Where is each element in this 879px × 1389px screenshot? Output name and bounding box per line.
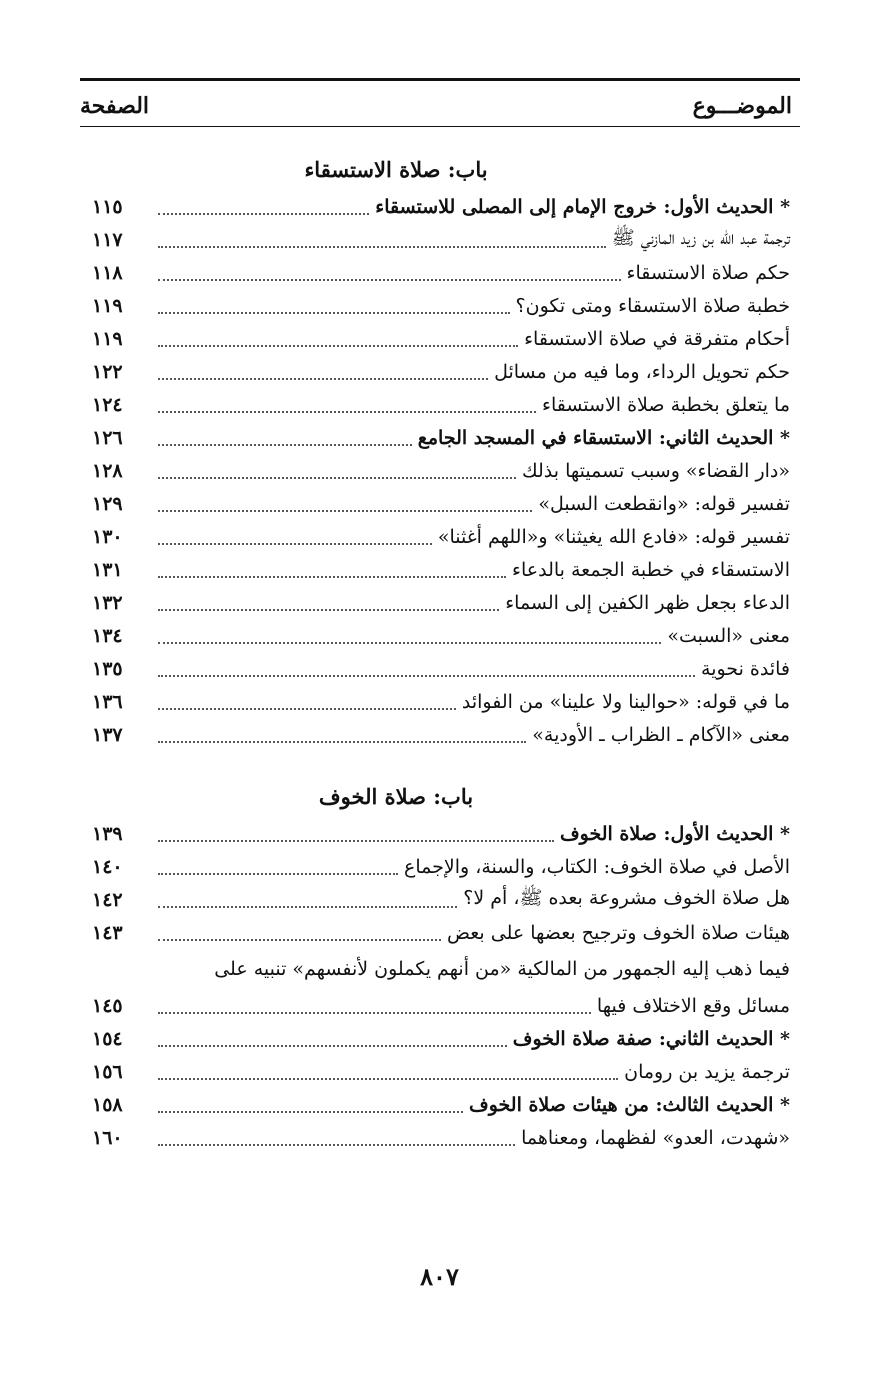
toc-entry-page: ١٣٥ <box>92 657 123 680</box>
section-title: باب: صلاة الخوف <box>318 784 474 809</box>
dot-leader <box>158 246 606 248</box>
toc-entry-page: ١٣٦ <box>92 690 123 713</box>
toc-entry-page: ١٣٢ <box>92 591 123 614</box>
toc-entry-page: ١٦٠ <box>92 1126 123 1149</box>
dot-leader <box>158 1078 618 1080</box>
toc-entry <box>92 289 790 322</box>
dot-leader <box>158 411 536 413</box>
toc-hadith-entry <box>92 1022 790 1055</box>
dot-leader <box>158 708 456 710</box>
toc-entry-label: «شهدت، العدو» لفظهما، ومعناهما <box>521 1126 790 1149</box>
toc-entry <box>92 916 790 949</box>
toc-entry <box>92 883 790 916</box>
dot-leader <box>158 741 526 743</box>
toc-entry-label: فائدة نحوية <box>701 657 790 680</box>
dot-leader <box>158 510 532 512</box>
toc-entry-page: ١٢٤ <box>92 393 123 416</box>
page-column-header: الصفحة <box>80 93 150 119</box>
toc-entry-page: ١١٩ <box>92 294 123 317</box>
section-title: باب: صلاة الاستسقاء <box>304 157 488 182</box>
toc-header <box>80 88 792 124</box>
dot-leader <box>158 477 516 479</box>
toc-entry-label: معنى «السبت» <box>667 624 790 647</box>
dot-leader <box>158 1111 463 1113</box>
toc-entry-label: تفسير قوله: «وانقطعت السبل» <box>538 492 790 515</box>
toc-entry-label: الأصل في صلاة الخوف: الكتاب، والسنة، والإجماع <box>404 855 790 878</box>
dot-leader <box>158 939 441 941</box>
toc-entry-label: الاستسقاء في خطبة الجمعة بالدعاء <box>512 558 790 581</box>
toc-entry <box>92 685 790 718</box>
toc-hadith-entry <box>92 190 790 223</box>
page-number: ٨٠٧ <box>420 1262 459 1291</box>
toc-entry-label: تفسير قوله: «فادع الله يغيثنا» و«اللهم أغثنا» <box>437 525 790 548</box>
toc-hadith-entry <box>92 817 790 850</box>
toc-entry <box>92 487 790 520</box>
toc-entry-page: ١٤٠ <box>92 855 123 878</box>
toc-entry-page: ١٣٩ <box>92 822 123 845</box>
toc-entry-label: ما يتعلق بخطبة صلاة الاستسقاء <box>542 393 790 416</box>
toc-entry-page: ١٤٣ <box>92 921 123 944</box>
toc-entry-label: معنى «الآكام ـ الظراب ـ الأودية» <box>532 723 790 746</box>
dot-leader <box>158 378 488 380</box>
toc-entry-label: «دار القضاء» وسبب تسميتها بذلك <box>522 459 790 482</box>
toc-entry-page: ١٣٤ <box>92 624 123 647</box>
top-rule <box>80 78 800 81</box>
toc-entry-page: ١١٩ <box>92 327 123 350</box>
toc-entry <box>92 223 790 256</box>
toc-entry-label: مسائل وقع الاختلاف فيها <box>596 994 790 1017</box>
toc-entry <box>92 619 790 652</box>
header-rule <box>80 126 800 127</box>
dot-leader <box>158 642 661 644</box>
toc-entry-label: ترجمة يزيد بن رومان <box>624 1060 790 1083</box>
toc-entry <box>92 355 790 388</box>
toc-entry-label: خطبة صلاة الاستسقاء ومتى تكون؟ <box>515 294 790 317</box>
toc-entry-label: ترجمة عبد الله بن زيد المازني ﷺ <box>611 226 790 249</box>
dot-leader <box>158 345 518 347</box>
toc-entry <box>92 553 790 586</box>
dot-leader <box>158 840 554 842</box>
dot-leader <box>158 1012 591 1014</box>
toc-entry-continued <box>92 949 790 989</box>
toc-entry-page: ١٣٧ <box>92 723 123 746</box>
toc-entry <box>92 850 790 883</box>
dot-leader <box>158 675 695 677</box>
toc-entry-page: ١٤٥ <box>92 994 123 1017</box>
dot-leader <box>158 906 457 908</box>
toc-entry <box>92 989 790 1022</box>
toc-entry-label: * الحديث الثالث: من هيئات صلاة الخوف <box>469 1093 790 1116</box>
toc-hadith-entry <box>92 421 790 454</box>
dot-leader <box>158 213 369 215</box>
toc-entry-page: ١١٨ <box>92 261 123 284</box>
toc-entry <box>92 388 790 421</box>
toc-entry-page: ١٤٢ <box>92 888 123 911</box>
toc-entry-label: الدعاء بجعل ظهر الكفين إلى السماء <box>505 591 790 614</box>
toc-entry-label: هيئات صلاة الخوف وترجيح بعضها على بعض <box>446 921 790 944</box>
toc-entry-page: ١٢٨ <box>92 459 123 482</box>
toc-entry <box>92 586 790 619</box>
toc-list <box>92 150 790 1154</box>
dot-leader <box>158 1144 515 1146</box>
toc-hadith-entry <box>92 1088 790 1121</box>
toc-entry-label: حكم تحويل الرداء، وما فيه من مسائل <box>494 360 790 383</box>
toc-entry <box>92 520 790 553</box>
dot-leader <box>158 873 398 875</box>
toc-entry-page: ١١٥ <box>92 195 123 218</box>
dot-leader <box>158 279 621 281</box>
toc-entry-page: ١٢٢ <box>92 360 123 383</box>
toc-entry-page: ١٣١ <box>92 558 123 581</box>
toc-entry-label: * الحديث الثاني: صفة صلاة الخوف <box>512 1027 790 1050</box>
toc-entry-label: * الحديث الأول: خروج الإمام إلى المصلى للاستسقاء <box>375 195 790 218</box>
toc-entry <box>92 652 790 685</box>
toc-entry-label: ما في قوله: «حوالينا ولا علينا» من الفوائد <box>461 690 790 713</box>
toc-entry <box>92 454 790 487</box>
toc-entry-label: * الحديث الأول: صلاة الخوف <box>559 822 790 845</box>
toc-entry <box>92 1055 790 1088</box>
topic-column-header: الموضـــوع <box>692 93 792 119</box>
dot-leader <box>158 444 412 446</box>
toc-entry-label: هل صلاة الخوف مشروعة بعده ﷺ، أم لا؟ <box>463 886 790 909</box>
toc-entry-page: ١٢٦ <box>92 426 123 449</box>
toc-entry-page: ١٥٦ <box>92 1060 123 1083</box>
toc-entry <box>92 718 790 751</box>
dot-leader <box>158 1045 507 1047</box>
toc-entry-label: أحكام متفرقة في صلاة الاستسقاء <box>524 327 790 350</box>
toc-entry-page: ١٥٨ <box>92 1093 123 1116</box>
toc-entry <box>92 256 790 289</box>
toc-entry-label: حكم صلاة الاستسقاء <box>626 261 790 284</box>
dot-leader <box>158 543 432 545</box>
toc-entry <box>92 1121 790 1154</box>
toc-entry <box>92 322 790 355</box>
toc-entry-label: * الحديث الثاني: الاستسقاء في المسجد الجامع <box>417 426 790 449</box>
dot-leader <box>158 576 506 578</box>
toc-entry-page: ١١٧ <box>92 228 123 251</box>
toc-entry-page: ١٢٩ <box>92 492 123 515</box>
toc-entry-page: ١٣٠ <box>92 525 123 548</box>
toc-entry-label: فيما ذهب إليه الجمهور من المالكية «من أنهم يكملون لأنفسهم» تنبيه على <box>214 958 790 980</box>
toc-entry-page: ١٥٤ <box>92 1027 123 1050</box>
dot-leader <box>158 609 499 611</box>
dot-leader <box>158 312 510 314</box>
